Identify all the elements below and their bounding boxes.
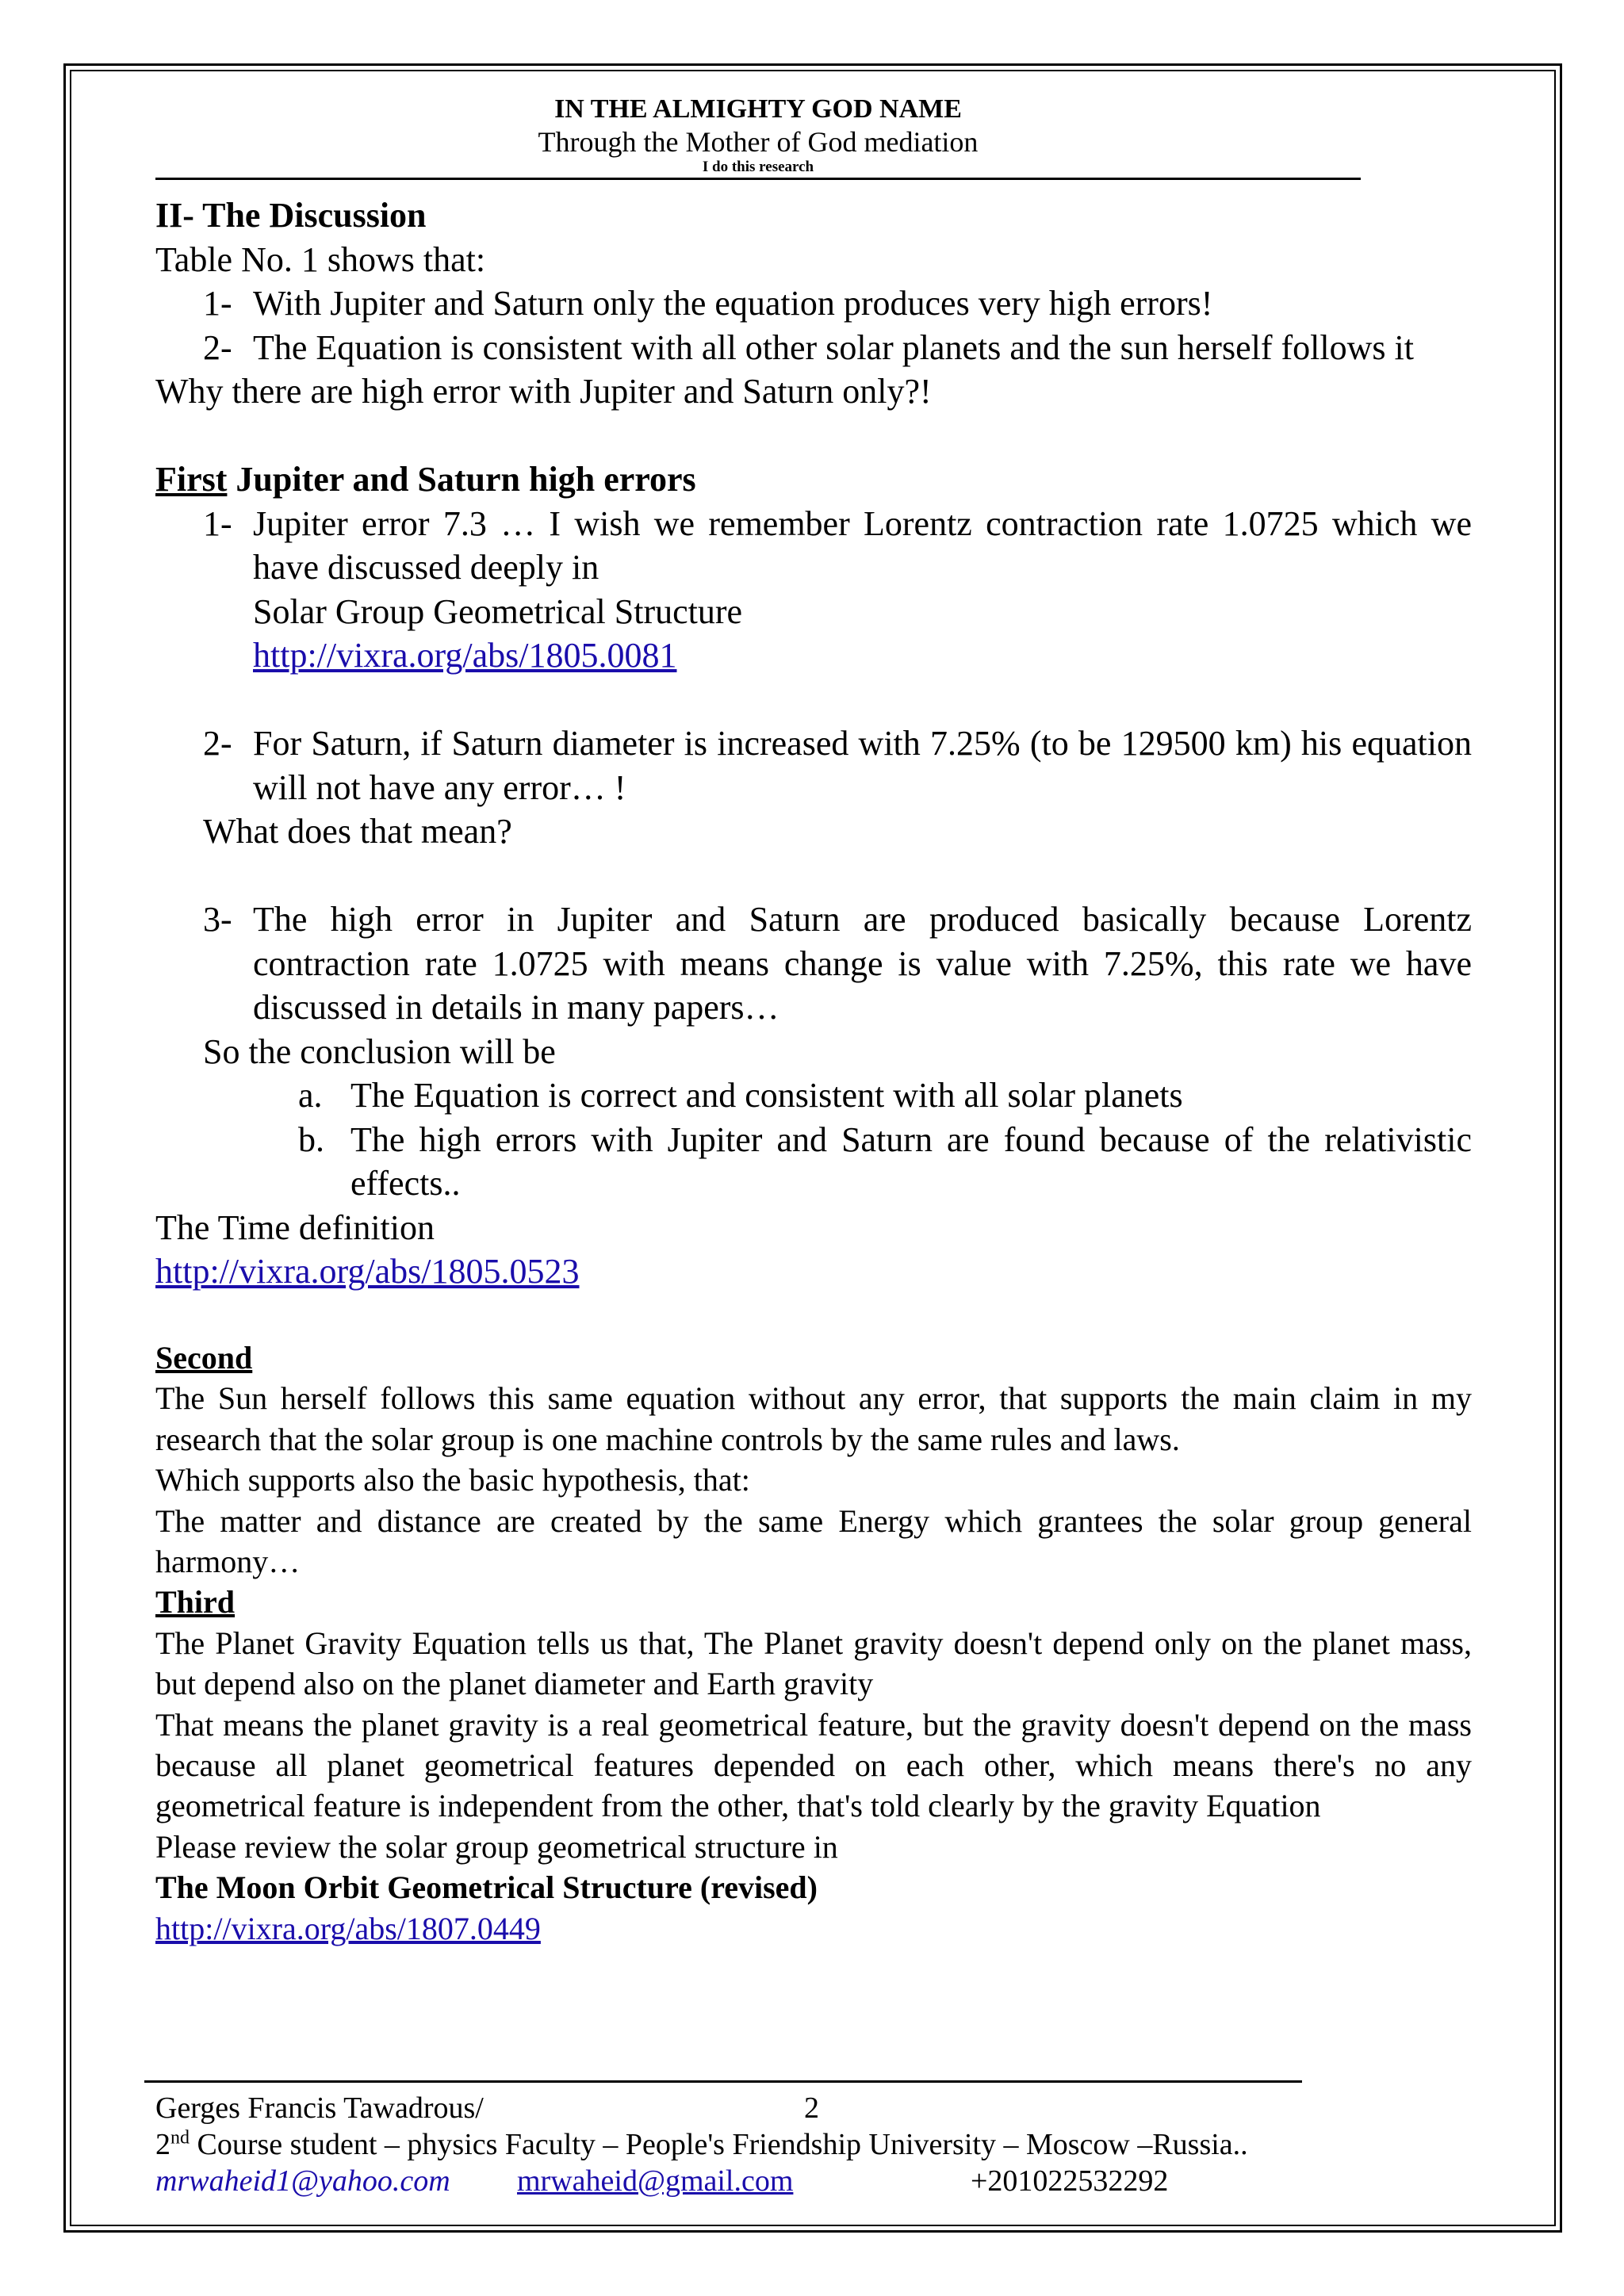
vixra-link-1807-0449[interactable]: http://vixra.org/abs/1807.0449 xyxy=(155,1910,541,1946)
third-paragraph-3: Please review the solar group geometrical structure in xyxy=(155,1828,838,1865)
main-content xyxy=(155,193,1472,1949)
time-definition-link-row xyxy=(155,1249,1472,1294)
footer-course-text: Course student – physics Faculty – People's Friendship University – Moscow –Russia.. xyxy=(190,2128,1248,2161)
page-footer xyxy=(155,2090,1424,2199)
conclusion-item-a xyxy=(155,1073,1472,1118)
third-label: Third xyxy=(155,1584,236,1621)
spacer xyxy=(155,1294,1472,1338)
conclusion-intro: So the conclusion will be xyxy=(203,1031,556,1071)
first-item-2 xyxy=(155,721,1472,809)
footer-divider xyxy=(144,2080,1302,2083)
list-marker: a. xyxy=(298,1076,323,1115)
second-label: Second xyxy=(155,1340,253,1376)
discussion-title: II- The Discussion xyxy=(155,196,427,235)
discussion-question: Why there are high error with Jupiter and Saturn only?! xyxy=(155,372,932,411)
list-item-text: The high errors with Jupiter and Saturn are found because of the relativistic effects.. xyxy=(350,1119,1472,1203)
footer-course-sup: nd xyxy=(170,2127,190,2149)
first-item-1-ref-title: Solar Group Geometrical Structure xyxy=(253,591,743,631)
vixra-link-1805-0523[interactable]: http://vixra.org/abs/1805.0523 xyxy=(155,1252,580,1291)
header-divider xyxy=(155,178,1361,180)
first-section-title xyxy=(155,457,1472,502)
first-item-1-link-row xyxy=(155,633,1472,678)
moon-orbit-link-row xyxy=(155,1908,1472,1949)
vixra-link-1805-0081[interactable]: http://vixra.org/abs/1805.0081 xyxy=(253,636,677,675)
conclusion-item-b xyxy=(155,1118,1472,1206)
second-paragraph-2: Which supports also the basic hypothesis, that: xyxy=(155,1462,750,1498)
discussion-intro: Table No. 1 shows that: xyxy=(155,239,486,279)
list-marker: 1- xyxy=(203,503,232,543)
footer-course-row xyxy=(155,2126,1424,2163)
discussion-item-1 xyxy=(155,281,1472,326)
first-item-2-question: What does that mean? xyxy=(203,812,512,851)
header-line-2: Through the Mother of God mediation xyxy=(538,126,979,158)
footer-author-row xyxy=(155,2090,1424,2126)
second-paragraph-1: The Sun herself follows this same equation without any error, that supports the main claim in my research that the solar group is one machine controls by the same rules and laws. xyxy=(155,1380,1472,1457)
spacer xyxy=(155,678,1472,722)
footer-phone: +201022532292 xyxy=(971,2164,1169,2198)
list-item-text: With Jupiter and Saturn only the equation produces very high errors! xyxy=(253,284,1213,323)
list-marker: 2- xyxy=(203,724,232,763)
footer-email-yahoo[interactable]: mrwaheid1@yahoo.com xyxy=(155,2164,450,2198)
first-label: First xyxy=(155,460,228,499)
list-item-text: Jupiter error 7.3 … I wish we remember Lorentz contraction rate 1.0725 which we have discussed deeply in xyxy=(253,503,1472,587)
third-paragraph-2: That means the planet gravity is a real geometrical feature, but the gravity doesn't depend on the mass because all planet geometrical features depended on each other, which means there's no any geometrical feature is independent from the other, that's told clearly by the gravity Equation xyxy=(155,1706,1472,1824)
header-line-1: IN THE ALMIGHTY GOD NAME xyxy=(554,94,962,124)
second-paragraph-3: The matter and distance are created by the same Energy which grantees the solar group general harmony… xyxy=(155,1502,1472,1580)
first-title-rest: Jupiter and Saturn high errors xyxy=(227,460,696,499)
list-marker: 1- xyxy=(203,284,232,323)
list-marker: b. xyxy=(298,1119,324,1159)
footer-author: Gerges Francis Tawadrous/ xyxy=(155,2091,484,2125)
moon-orbit-ref-title: The Moon Orbit Geometrical Structure (revised) xyxy=(155,1869,818,1906)
footer-contact-row xyxy=(155,2163,1424,2199)
spacer xyxy=(155,854,1472,898)
discussion-item-2 xyxy=(155,326,1472,370)
spacer xyxy=(155,414,1472,458)
list-marker: 2- xyxy=(203,327,232,367)
header-line-3: I do this research xyxy=(702,159,814,175)
first-item-3 xyxy=(155,897,1472,1030)
page-header xyxy=(155,94,1361,176)
footer-email-gmail[interactable]: mrwaheid@gmail.com xyxy=(517,2164,794,2198)
list-item-text: The Equation is correct and consistent with all solar planets xyxy=(350,1076,1183,1115)
third-paragraph-1: The Planet Gravity Equation tells us that, The Planet gravity doesn't depend only on the planet mass, but depend also on the planet diameter and Earth gravity xyxy=(155,1624,1472,1702)
list-marker: 3- xyxy=(203,900,232,939)
footer-course-num: 2 xyxy=(155,2128,170,2161)
list-item-text: For Saturn, if Saturn diameter is increased with 7.25% (to be 129500 km) his equation will not have any error… ! xyxy=(253,724,1472,807)
time-definition-title: The Time definition xyxy=(155,1207,435,1247)
list-item-text: The Equation is consistent with all other solar planets and the sun herself follows it xyxy=(253,327,1414,367)
first-item-1 xyxy=(155,502,1472,590)
page-number: 2 xyxy=(804,2091,819,2125)
list-item-text: The high error in Jupiter and Saturn are produced basically because Lorentz contraction rate 1.0725 with means change is value with 7.25%, this rate we have discussed in details in many papers… xyxy=(253,900,1472,1027)
